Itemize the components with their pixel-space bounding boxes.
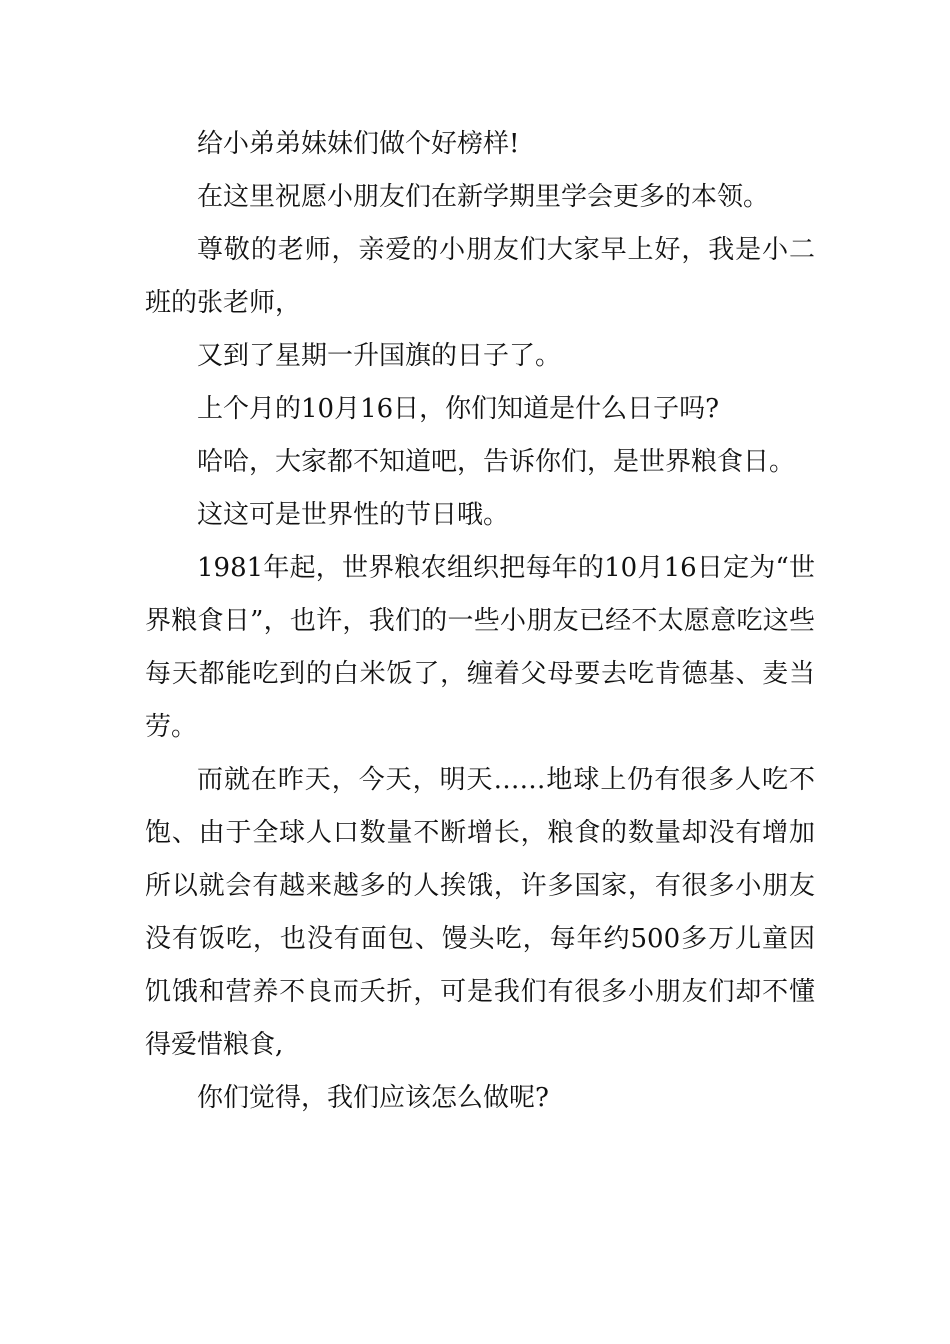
paragraph-flag-raising: 又到了星期一升国旗的日子了。 bbox=[197, 341, 562, 371]
paragraph-question-date: 上个月的10月16日，你们知道是什么日子吗? bbox=[197, 394, 720, 424]
paragraph-global-festival: 这这可是世界性的节日哦。 bbox=[197, 500, 510, 530]
document-body bbox=[145, 118, 815, 1125]
paragraph-greeting: 尊敬的老师，亲爱的小朋友们大家早上好，我是小二班的张老师， bbox=[145, 235, 815, 318]
paragraph-world-food-day: 哈哈，大家都不知道吧，告诉你们，是世界粮食日。 bbox=[197, 447, 796, 477]
paragraph-hunger: 而就在昨天，今天，明天……地球上仍有很多人吃不饱、由于全球人口数量不断增长，粮食的数量却没有增加所以就会有越来越多的人挨饿，许多国家，有很多小朋友没有饭吃，也没有面包、馒头吃，每年约500多万儿童因饥饿和营养不良而夭折，可是我们有很多小朋友们却不懂得爱惜粮食, bbox=[145, 765, 815, 1060]
paragraph-new-semester-wish: 在这里祝愿小朋友们在新学期里学会更多的本领。 bbox=[197, 182, 770, 212]
paragraph-history-1981: 1981年起，世界粮农组织把每年的10月16日定为“世界粮食日”，也许，我们的一些小朋友已经不太愿意吃这些每天都能吃到的白米饭了，缠着父母要去吃肯德基、麦当劳。 bbox=[145, 553, 815, 742]
paragraph-what-to-do: 你们觉得，我们应该怎么做呢? bbox=[197, 1083, 549, 1113]
paragraph-role-model: 给小弟弟妹妹们做个好榜样! bbox=[197, 129, 520, 159]
